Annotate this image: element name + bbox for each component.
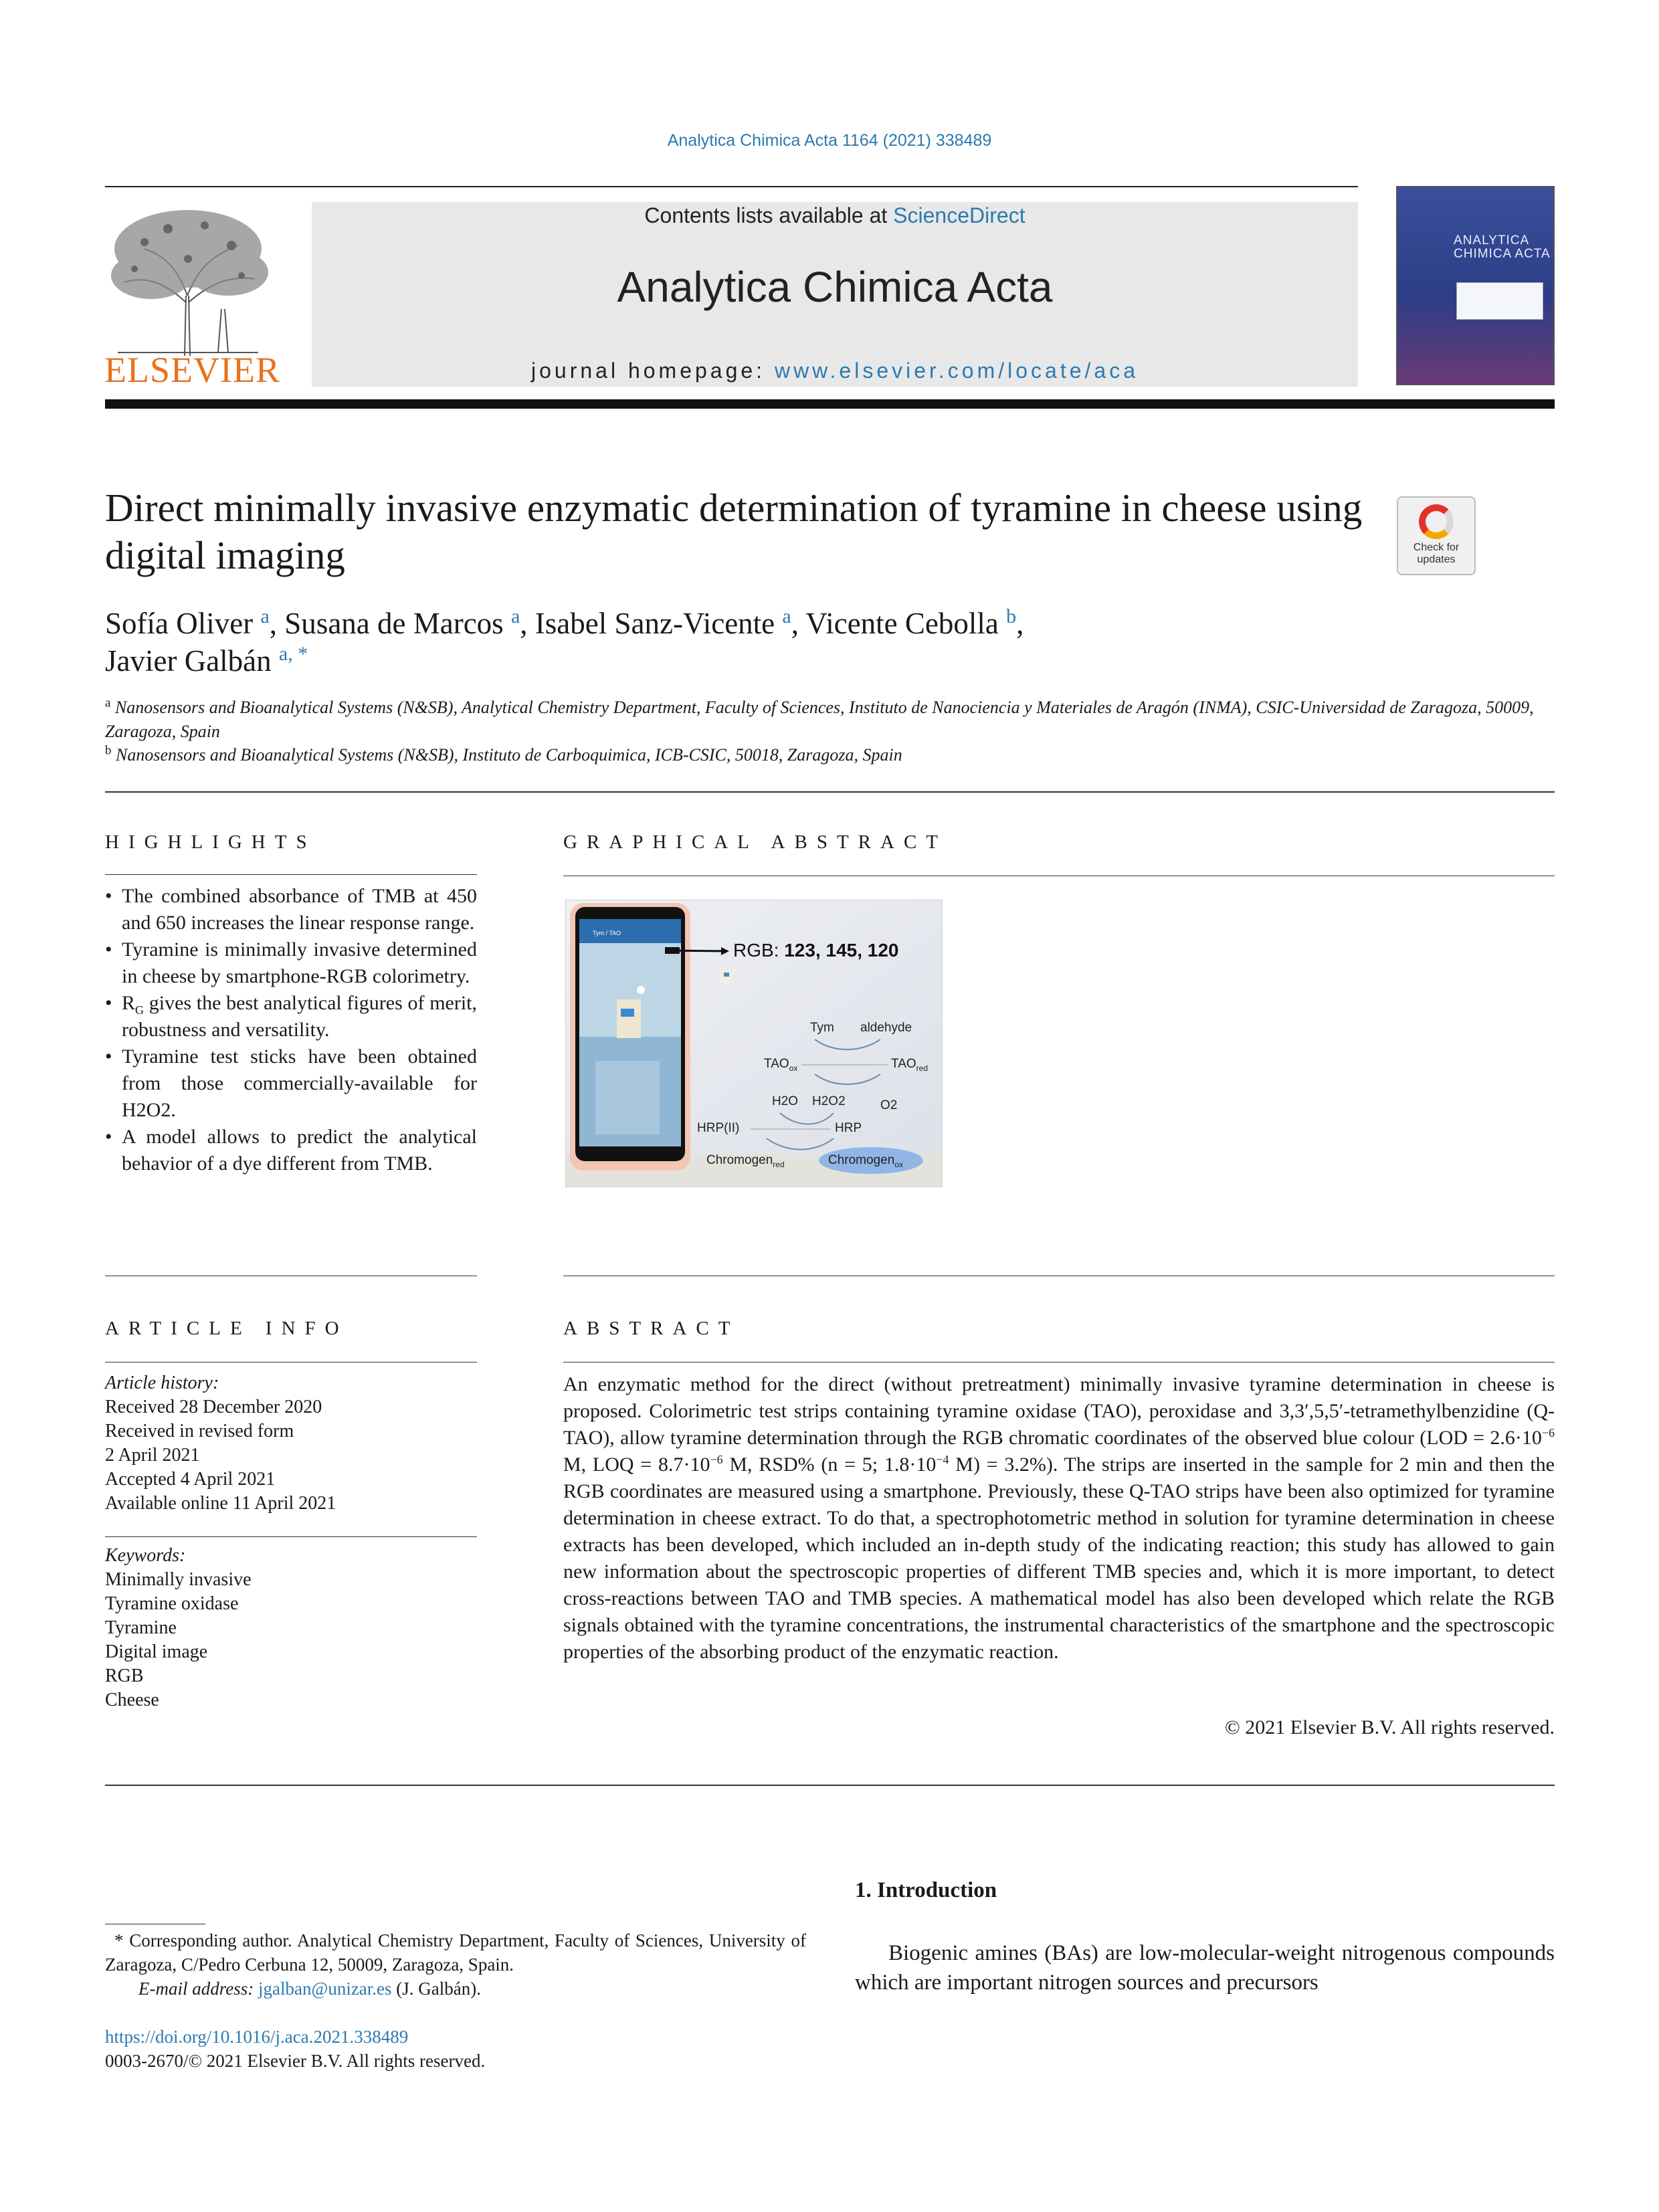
elsevier-logo[interactable] [104,202,280,391]
email-link[interactable]: jgalban@unizar.es [258,1979,392,1999]
keyword-item: Tyramine [105,1617,177,1638]
elsevier-wordmark: ELSEVIER [104,350,280,390]
graphical-abstract-heading: GRAPHICAL ABSTRACT [563,831,948,853]
corresponding-author-footnote [105,1928,806,2001]
keywords-label: Keywords: [105,1545,186,1566]
scheme-chromogen-red: Chromogen$_{red}$ [706,1153,785,1169]
email-suffix: (J. Galbán). [391,1979,481,1999]
author-name: Sofía Oliver [105,607,254,640]
graphical-abstract-figure [566,900,943,1187]
header-thick-rule [105,399,1555,409]
abstract-bottom-rule [105,1785,1555,1786]
rg-subscript: G [135,1003,144,1017]
author-affiliation-link[interactable]: a, * [278,643,308,665]
introduction-text: Biogenic amines (BAs) are low-molecular-weight nitrogenous compounds which are important nitrogen sources and precursors [855,1941,1555,1995]
highlights-rule [105,874,477,875]
scheme-h2o2: H2O2 [812,1094,846,1108]
abstract-text: An enzymatic method for the direct (without pretreatment) minimally invasive tyramine determination in cheese is proposed. Colorimetric test strips containing tyramine oxidase (TAO), peroxidase and 3,3′,5,5′-tetramethylbenzidine (Q-TAO), allow tyramine determination through the RGB chromatic coordinates of the observed blue colour ($LOD = 2.6\cdot 10^{-6}$ M, LOQ = $8.7\cdot 10^{-6}$ M, RSD% (n = 5; $1.8\cdot 10^{-4}$ M) = 3.2%). The strips are inserted in the sample for 2 min and then the RGB coordinates are measured using a smartphone. Previously, these Q-TAO strips have been also optimized for tyramine determination in cheese extract. To do that, a spectrophotometric method in solution for tyramine determination in cheese extracts has been developed, which included an in-depth study of the indicating reaction; this study has allowed to gain new information about the spectroscopic properties of different TMB species and, which it is more important, to detect cross-reactions between TAO and TMB species. A mathematical model has also been developed which relate the RGB signals obtained with the tyramine concentrations, the instrumental characteristics of the smartphone and the spectroscopic properties of the absorbing product of the enzymatic reaction. [563,1373,1555,1663]
highlight-item [105,990,477,1043]
homepage-link[interactable]: www.elsevier.com/locate/aca [774,359,1139,383]
crossmark-line1: Check for [1413,542,1460,553]
scheme-aldehyde: aldehyde [860,1021,912,1035]
article-info-heading: ARTICLE INFO [105,1318,349,1339]
scheme-tao-red: $TAO_{red}$ [891,1057,928,1073]
highlight-item: • Tyramine test sticks have been obtained from those commercially-available for H2O2. [105,1043,477,1124]
h2o2-formula: H2O2 [122,1099,171,1121]
history-item: Received 28 December 2020 [105,1397,322,1417]
phone-caption: Tym / TAO [593,930,621,936]
article-title: Direct minimally invasive enzymatic determination of tyramine in cheese using digital imaging [105,486,1363,577]
tree-logo-icon [104,202,272,357]
author-affiliation-link[interactable]: b [1006,605,1017,627]
author-list: Sofía Oliver $^a$, Susana de Marcos $^a$, Isabel Sanz-Vicente $^a$, Vicente Cebolla $^b$, Javier Galbán $^{a, *}$ [105,605,1024,678]
history-item: Accepted 4 April 2021 [105,1469,276,1490]
cover-figure [1456,282,1543,320]
scheme-tao-ox: $TAO_{ox}$ [764,1057,798,1073]
section-divider [105,791,1555,793]
highlight-item: • Tyramine is minimally invasive determined in cheese by smartphone-RGB colorimetry. [105,936,477,990]
rgb-values: 123, 145, 120 [784,940,899,961]
scheme-hrp: HRP [835,1121,862,1135]
contents-line [312,202,1358,228]
highlight-item-text: gives the best analytical figures of merit, robustness and versatility. [122,992,478,1041]
highlight-item-text: Tyramine test sticks have been obtained from those commercially-available for [122,1045,477,1094]
author-name: Susana de Marcos [284,607,504,640]
keywords-rule [105,1536,477,1537]
introduction-heading: 1. Introduction [855,1878,997,1902]
highlights-list [105,883,477,1177]
scheme-tym: Tym [810,1021,834,1035]
journal-reference[interactable]: Analytica Chimica Acta 1164 (2021) 338489 [667,131,992,150]
author-affiliation-link[interactable]: a [782,605,791,627]
sciencedirect-link[interactable]: ScienceDirect [893,203,1026,227]
abstract-rule [563,1362,1555,1363]
contents-prefix: Contents lists available at [644,203,894,227]
article-info-rule [105,1362,477,1363]
scheme-hrp-ii: HRP(II) [697,1121,740,1135]
scheme-h2o: H2O [772,1094,799,1108]
abstract-heading: ABSTRACT [563,1318,740,1339]
affiliation-text: Nanosensors and Bioanalytical Systems (N&SB), Instituto de Carboquimica, ICB-CSIC, 50018, Zaragoza, Spain [116,745,902,765]
issn-line: 0003-2670/© 2021 Elsevier B.V. All rights reserved. [105,2051,486,2071]
affiliation-b [105,743,1550,767]
author-name: Isabel Sanz-Vicente [534,607,775,640]
cover-title [1454,234,1551,261]
email-label: E-mail address: [138,1979,258,1999]
crossmark-icon [1419,504,1454,539]
history-item: Received in revised form [105,1421,294,1441]
rg-symbol: R [122,992,136,1014]
keyword-item: Minimally invasive [105,1569,252,1590]
affiliation-a [105,696,1550,744]
history-item: 2 April 2021 [105,1445,200,1466]
history-label: Article history: [105,1373,219,1393]
affiliation-marker: b [105,743,112,758]
journal-title: Analytica Chimica Acta [617,263,1053,311]
doi-link[interactable]: https://doi.org/10.1016/j.aca.2021.338489 [105,2027,409,2047]
crossmark-line2: updates [1417,554,1456,565]
journal-cover-thumbnail[interactable] [1396,186,1555,385]
rgb-label: RGB: 123, 145, 120 [733,940,899,961]
keyword-item: Cheese [105,1690,159,1710]
keywords [105,1544,480,1712]
author-affiliation-link[interactable]: a [510,605,520,627]
keyword-item: RGB [105,1666,144,1686]
email-line [105,1977,806,2001]
scheme-o2: O2 [880,1098,898,1112]
top-rule [105,186,1358,187]
homepage-prefix: journal homepage: [530,359,775,383]
author-affiliation-link[interactable]: a [260,605,270,627]
affiliation-marker: a [105,696,111,710]
check-for-updates-badge[interactable] [1397,496,1476,575]
journal-homepage [312,359,1358,383]
highlights-heading: HIGHLIGHTS [105,831,316,853]
corresponding-author-text: * Corresponding author. Analytical Chemistry Department, Faculty of Sciences, University of Zaragoza, C/Pedro Cerbuna 12, 50009, Zaragoza, Spain. [105,1930,806,1975]
abstract-copyright: © 2021 Elsevier B.V. All rights reserved. [1224,1716,1555,1738]
keyword-item: Digital image [105,1641,208,1662]
keyword-item: Tyramine oxidase [105,1593,239,1614]
article-history [105,1371,480,1516]
cover-title-line2: CHIMICA ACTA [1454,246,1551,261]
author-name: Vicente Cebolla [805,607,999,640]
highlight-item: • The combined absorbance of TMB at 450 and 650 increases the linear response range. [105,883,477,936]
cover-title-line1: ANALYTICA [1454,233,1530,247]
affiliation-text: Nanosensors and Bioanalytical Systems (N&SB), Analytical Chemistry Department, Faculty of Sciences, Instituto de Nanociencia y Materiales de Aragón (INMA), CSIC-Universidad de Zaragoza, 50009, Zaragoza, Spain [105,698,1534,741]
scheme-chromogen-ox: Chromogen$_{ox}$ [828,1153,903,1169]
history-item: Available online 11 April 2021 [105,1493,336,1514]
highlight-item: • A model allows to predict the analytical behavior of a dye different from TMB. [105,1124,477,1177]
graphical-abstract-image[interactable] [565,900,943,1187]
author-name: Javier Galbán [105,644,272,678]
